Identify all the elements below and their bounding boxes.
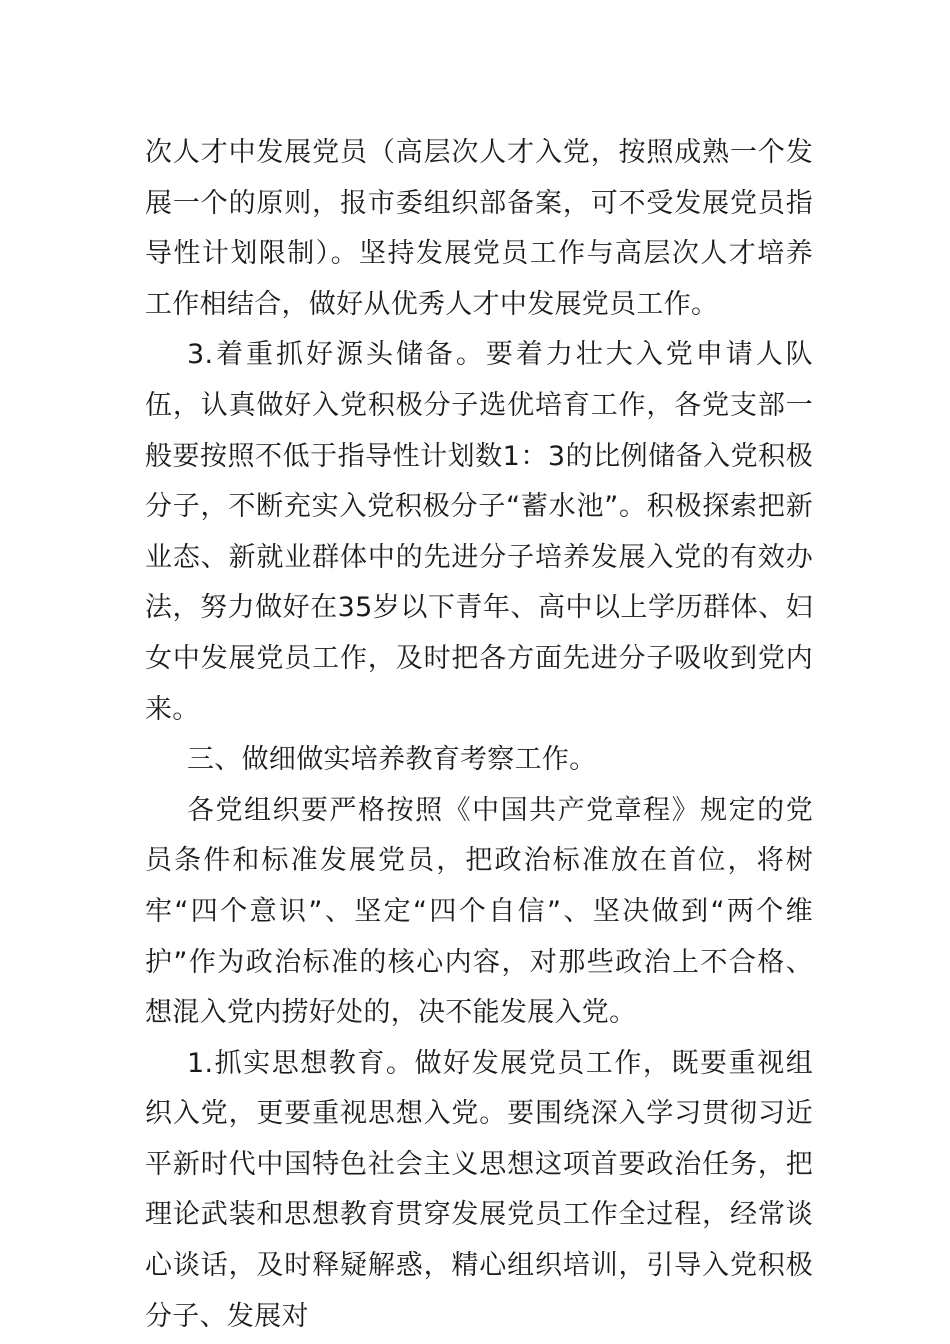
- paragraph-ideological-education: 1.抓实思想教育。做好发展党员工作，既要重视组织入党，更要重视思想入党。要围绕深入学习贯彻习近平新时代中国特色社会主义思想这项首要政治任务，把理论武装和思想教育贯穿发展党员工作全过程，经常谈心谈话，及时释疑解惑，精心组织培训，引导入党积极分子、发展对: [145, 1047, 813, 1332]
- section-heading-three: 三、做细做实培养教育考察工作。: [187, 744, 597, 776]
- paragraph-source-reserve: 3.着重抓好源头储备。要着力壮大入党申请人队伍，认真做好入党积极分子选优培育工作，各党支部一般要按照不低于指导性计划数1：3的比例储备入党积极分子，不断充实入党积极分子“蓄水池”。积极探索把新业态、新就业群体中的先进分子培养发展入党的有效办法，努力做好在35岁以下青年、高中以上学历群体、妇女中发展党员工作，及时把各方面先进分子吸收到党内来。: [145, 339, 813, 725]
- paragraph-political-standard: 各党组织要严格按照《中国共产党章程》规定的党员条件和标准发展党员，把政治标准放在首位，将树牢“四个意识”、坚定“四个自信”、坚决做到“两个维护”作为政治标准的核心内容，对那些政治上不合格、想混入党内捞好处的，决不能发展入党。: [145, 794, 813, 1029]
- paragraph-continuation: 次人才中发展党员（高层次人才入党，按照成熟一个发展一个的原则，报市委组织部备案，可不受发展党员指导性计划限制）。坚持发展党员工作与高层次人才培养工作相结合，做好从优秀人才中发展党员工作。: [145, 137, 813, 320]
- document-body: [145, 128, 813, 1342]
